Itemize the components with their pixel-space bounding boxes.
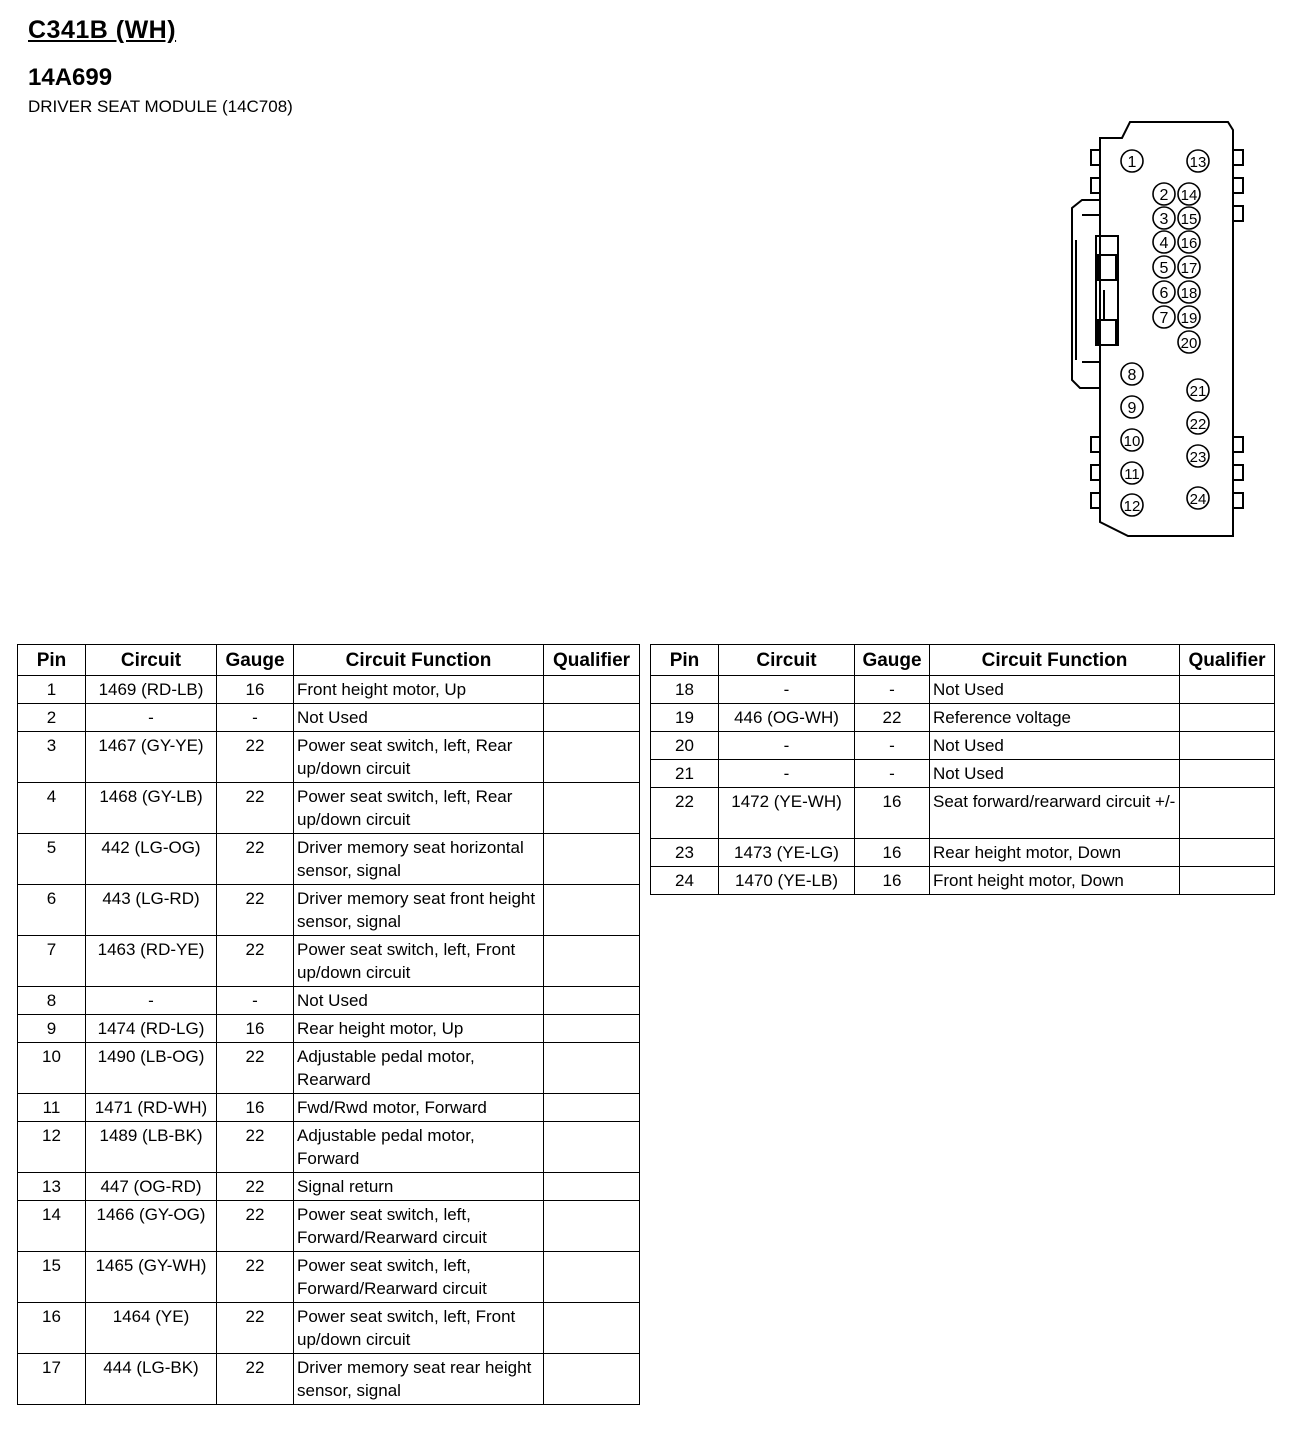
cell-qualifier xyxy=(544,676,640,704)
pin-number-label: 18 xyxy=(1180,285,1198,302)
pin-number-label: 19 xyxy=(1180,310,1198,327)
cell-function: Signal return xyxy=(294,1173,544,1201)
pin-number-label: 11 xyxy=(1124,466,1140,483)
table-row xyxy=(18,1173,640,1201)
cell-circuit: - xyxy=(86,987,217,1015)
cell-circuit: 1474 (RD-LG) xyxy=(86,1015,217,1043)
cell-qualifier xyxy=(544,1173,640,1201)
cell-function: Not Used xyxy=(294,987,544,1015)
cell-pin: 10 xyxy=(18,1043,86,1094)
cell-gauge: - xyxy=(855,732,930,760)
cell-gauge: 22 xyxy=(217,732,294,783)
pin-number-label: 21 xyxy=(1189,383,1207,400)
cell-function: Adjustable pedal motor, Forward xyxy=(294,1122,544,1173)
cell-qualifier xyxy=(544,783,640,834)
pin-number-label: 9 xyxy=(1127,400,1137,417)
table-header-row xyxy=(651,645,1275,676)
table-row xyxy=(18,885,640,936)
cell-circuit: 444 (LG-BK) xyxy=(86,1354,217,1405)
cell-qualifier xyxy=(544,1252,640,1303)
cell-gauge: 22 xyxy=(217,1043,294,1094)
pin-number-label: 10 xyxy=(1123,433,1141,450)
pin-number-label: 5 xyxy=(1159,260,1169,277)
cell-qualifier xyxy=(544,1094,640,1122)
cell-pin: 5 xyxy=(18,834,86,885)
cell-qualifier xyxy=(544,885,640,936)
pin-number-label: 2 xyxy=(1159,187,1169,204)
table-row xyxy=(651,676,1275,704)
cell-gauge: 22 xyxy=(217,783,294,834)
cell-gauge: 22 xyxy=(217,834,294,885)
cell-gauge: 16 xyxy=(855,839,930,867)
pin-cavity-8 xyxy=(1121,363,1143,385)
cell-gauge: 22 xyxy=(217,1303,294,1354)
cell-gauge: 16 xyxy=(217,1094,294,1122)
cell-circuit: 1472 (YE-WH) xyxy=(719,788,855,839)
cell-function: Driver memory seat rear height sensor, signal xyxy=(294,1354,544,1405)
cell-gauge: 22 xyxy=(217,1252,294,1303)
cell-function: Power seat switch, left, Rear up/down circuit xyxy=(294,783,544,834)
cell-qualifier xyxy=(544,987,640,1015)
cell-qualifier xyxy=(544,704,640,732)
table-header-row xyxy=(18,645,640,676)
cell-function: Power seat switch, left, Rear up/down circuit xyxy=(294,732,544,783)
table-row xyxy=(18,1122,640,1173)
connector-pin-cavities xyxy=(1121,150,1209,516)
pin-cavity-18 xyxy=(1178,281,1200,303)
pin-cavity-4 xyxy=(1153,231,1175,253)
pin-cavity-24 xyxy=(1187,487,1209,509)
table-row xyxy=(18,834,640,885)
table-row xyxy=(651,704,1275,732)
connector-face-diagram xyxy=(1060,118,1280,543)
pin-number-label: 12 xyxy=(1123,498,1141,515)
column-header-pin: Pin xyxy=(651,645,719,676)
part-number: 14A699 xyxy=(28,64,113,91)
pin-cavity-5 xyxy=(1153,256,1175,278)
cell-gauge: - xyxy=(855,760,930,788)
cell-circuit: - xyxy=(86,704,217,732)
pin-cavity-9 xyxy=(1121,396,1143,418)
pin-number-label: 22 xyxy=(1189,416,1207,433)
cell-pin: 15 xyxy=(18,1252,86,1303)
table-row xyxy=(18,1094,640,1122)
column-header-qualifier: Qualifier xyxy=(1180,645,1275,676)
pinout-table-left xyxy=(17,644,640,1405)
cell-function: Driver memory seat horizontal sensor, signal xyxy=(294,834,544,885)
cell-circuit: 446 (OG-WH) xyxy=(719,704,855,732)
cell-qualifier xyxy=(1180,676,1275,704)
cell-pin: 22 xyxy=(651,788,719,839)
cell-gauge: 16 xyxy=(855,867,930,895)
cell-gauge: 16 xyxy=(217,676,294,704)
cell-circuit: 1468 (GY-LB) xyxy=(86,783,217,834)
cell-pin: 2 xyxy=(18,704,86,732)
cell-qualifier xyxy=(544,1043,640,1094)
table-row xyxy=(18,1015,640,1043)
pin-number-label: 6 xyxy=(1159,285,1169,302)
pin-number-label: 15 xyxy=(1180,211,1198,228)
cell-pin: 11 xyxy=(18,1094,86,1122)
cell-gauge: 22 xyxy=(217,885,294,936)
cell-circuit: 1463 (RD-YE) xyxy=(86,936,217,987)
cell-circuit: - xyxy=(719,676,855,704)
cell-qualifier xyxy=(544,1354,640,1405)
pin-number-label: 7 xyxy=(1159,310,1169,327)
column-header-function: Circuit Function xyxy=(930,645,1180,676)
column-header-function: Circuit Function xyxy=(294,645,544,676)
table-row xyxy=(18,1354,640,1405)
cell-gauge: 22 xyxy=(217,1201,294,1252)
pin-cavity-14 xyxy=(1178,183,1200,205)
cell-pin: 16 xyxy=(18,1303,86,1354)
cell-pin: 20 xyxy=(651,732,719,760)
connector-housing-outline xyxy=(1072,122,1243,536)
cell-gauge: 22 xyxy=(217,1173,294,1201)
pin-number-label: 24 xyxy=(1189,491,1207,508)
table-row xyxy=(18,732,640,783)
cell-qualifier xyxy=(1180,839,1275,867)
cell-gauge: 16 xyxy=(217,1015,294,1043)
table-row xyxy=(18,1303,640,1354)
cell-circuit: 1473 (YE-LG) xyxy=(719,839,855,867)
cell-circuit: 1471 (RD-WH) xyxy=(86,1094,217,1122)
cell-function: Front height motor, Up xyxy=(294,676,544,704)
cell-function: Seat forward/rearward circuit +/- xyxy=(930,788,1180,839)
cell-pin: 18 xyxy=(651,676,719,704)
cell-gauge: - xyxy=(217,987,294,1015)
cell-function: Not Used xyxy=(294,704,544,732)
pin-cavity-22 xyxy=(1187,412,1209,434)
cell-function: Driver memory seat front height sensor, signal xyxy=(294,885,544,936)
cell-circuit: 1470 (YE-LB) xyxy=(719,867,855,895)
column-header-pin: Pin xyxy=(18,645,86,676)
pin-cavity-20 xyxy=(1178,331,1200,353)
pin-number-label: 8 xyxy=(1127,367,1137,384)
cell-gauge: 22 xyxy=(217,1122,294,1173)
table-row xyxy=(651,760,1275,788)
cell-qualifier xyxy=(1180,867,1275,895)
column-header-gauge: Gauge xyxy=(855,645,930,676)
pin-number-label: 4 xyxy=(1159,235,1169,252)
table-row xyxy=(651,839,1275,867)
column-header-gauge: Gauge xyxy=(217,645,294,676)
cell-qualifier xyxy=(1180,760,1275,788)
pinout-table-right xyxy=(650,644,1275,895)
cell-pin: 1 xyxy=(18,676,86,704)
cell-qualifier xyxy=(544,1122,640,1173)
cell-pin: 13 xyxy=(18,1173,86,1201)
table-row xyxy=(651,867,1275,895)
pin-cavity-1 xyxy=(1121,150,1143,172)
pin-cavity-19 xyxy=(1178,306,1200,328)
cell-qualifier xyxy=(1180,732,1275,760)
cell-pin: 9 xyxy=(18,1015,86,1043)
table-row xyxy=(18,936,640,987)
pin-number-label: 1 xyxy=(1127,154,1137,171)
cell-qualifier xyxy=(1180,704,1275,732)
table-row xyxy=(651,732,1275,760)
pin-cavity-10 xyxy=(1121,429,1143,451)
pin-number-label: 20 xyxy=(1180,335,1198,352)
table-row xyxy=(18,1252,640,1303)
connector-title: C341B (WH) xyxy=(28,16,177,44)
cell-pin: 24 xyxy=(651,867,719,895)
cell-gauge: 22 xyxy=(855,704,930,732)
cell-pin: 7 xyxy=(18,936,86,987)
cell-pin: 23 xyxy=(651,839,719,867)
pin-cavity-13 xyxy=(1187,150,1209,172)
cell-pin: 19 xyxy=(651,704,719,732)
cell-gauge: 16 xyxy=(855,788,930,839)
cell-function: Adjustable pedal motor, Rearward xyxy=(294,1043,544,1094)
cell-circuit: 1467 (GY-YE) xyxy=(86,732,217,783)
cell-pin: 4 xyxy=(18,783,86,834)
pin-number-label: 3 xyxy=(1159,211,1169,228)
cell-qualifier xyxy=(1180,788,1275,839)
pin-number-label: 17 xyxy=(1180,260,1198,277)
table-row xyxy=(18,783,640,834)
table-row xyxy=(18,676,640,704)
cell-pin: 14 xyxy=(18,1201,86,1252)
cell-pin: 17 xyxy=(18,1354,86,1405)
cell-function: Power seat switch, left, Forward/Rearward circuit xyxy=(294,1201,544,1252)
cell-qualifier xyxy=(544,1303,640,1354)
cell-pin: 8 xyxy=(18,987,86,1015)
pin-number-label: 23 xyxy=(1189,449,1207,466)
cell-gauge: 22 xyxy=(217,1354,294,1405)
table-row xyxy=(18,1043,640,1094)
table-row xyxy=(18,704,640,732)
module-description: DRIVER SEAT MODULE (14C708) xyxy=(28,97,293,116)
pin-cavity-21 xyxy=(1187,379,1209,401)
cell-function: Power seat switch, left, Forward/Rearward circuit xyxy=(294,1252,544,1303)
cell-circuit: - xyxy=(719,732,855,760)
cell-pin: 6 xyxy=(18,885,86,936)
cell-function: Rear height motor, Up xyxy=(294,1015,544,1043)
cell-function: Power seat switch, left, Front up/down circuit xyxy=(294,1303,544,1354)
pin-cavity-15 xyxy=(1178,207,1200,229)
cell-circuit: - xyxy=(719,760,855,788)
cell-circuit: 443 (LG-RD) xyxy=(86,885,217,936)
cell-qualifier xyxy=(544,834,640,885)
pin-cavity-11 xyxy=(1121,462,1143,484)
cell-function: Not Used xyxy=(930,676,1180,704)
cell-circuit: 1490 (LB-OG) xyxy=(86,1043,217,1094)
pin-cavity-7 xyxy=(1153,306,1175,328)
cell-function: Not Used xyxy=(930,732,1180,760)
cell-function: Rear height motor, Down xyxy=(930,839,1180,867)
cell-function: Fwd/Rwd motor, Forward xyxy=(294,1094,544,1122)
cell-circuit: 447 (OG-RD) xyxy=(86,1173,217,1201)
pin-cavity-12 xyxy=(1121,494,1143,516)
cell-circuit: 1466 (GY-OG) xyxy=(86,1201,217,1252)
cell-circuit: 1469 (RD-LB) xyxy=(86,676,217,704)
cell-circuit: 1465 (GY-WH) xyxy=(86,1252,217,1303)
pin-number-label: 16 xyxy=(1180,235,1198,252)
column-header-circuit: Circuit xyxy=(719,645,855,676)
cell-gauge: - xyxy=(855,676,930,704)
cell-function: Front height motor, Down xyxy=(930,867,1180,895)
pin-cavity-6 xyxy=(1153,281,1175,303)
cell-qualifier xyxy=(544,1201,640,1252)
cell-function: Reference voltage xyxy=(930,704,1180,732)
pin-cavity-2 xyxy=(1153,183,1175,205)
column-header-qualifier: Qualifier xyxy=(544,645,640,676)
pin-cavity-16 xyxy=(1178,231,1200,253)
table-row xyxy=(18,987,640,1015)
cell-function: Power seat switch, left, Front up/down circuit xyxy=(294,936,544,987)
cell-gauge: - xyxy=(217,704,294,732)
cell-circuit: 442 (LG-OG) xyxy=(86,834,217,885)
cell-gauge: 22 xyxy=(217,936,294,987)
pin-cavity-3 xyxy=(1153,207,1175,229)
cell-circuit: 1464 (YE) xyxy=(86,1303,217,1354)
cell-qualifier xyxy=(544,1015,640,1043)
cell-qualifier xyxy=(544,732,640,783)
pin-cavity-17 xyxy=(1178,256,1200,278)
table-row xyxy=(18,1201,640,1252)
cell-function: Not Used xyxy=(930,760,1180,788)
cell-qualifier xyxy=(544,936,640,987)
cell-circuit: 1489 (LB-BK) xyxy=(86,1122,217,1173)
pin-cavity-23 xyxy=(1187,445,1209,467)
cell-pin: 21 xyxy=(651,760,719,788)
cell-pin: 3 xyxy=(18,732,86,783)
column-header-circuit: Circuit xyxy=(86,645,217,676)
table-row xyxy=(651,788,1275,839)
cell-pin: 12 xyxy=(18,1122,86,1173)
pin-number-label: 14 xyxy=(1180,187,1198,204)
pin-number-label: 13 xyxy=(1189,154,1207,171)
